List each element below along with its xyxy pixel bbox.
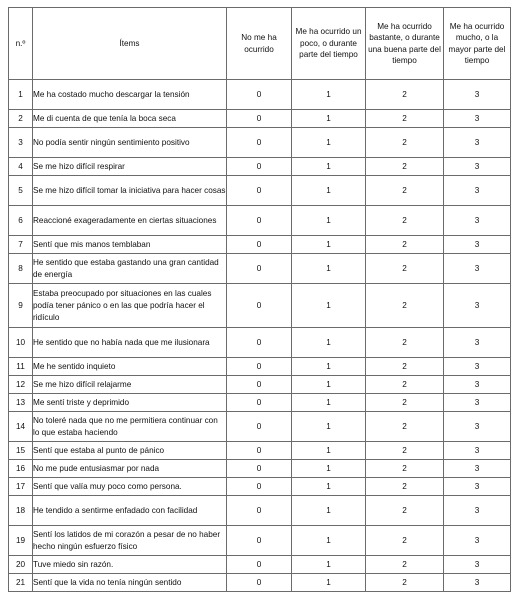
score-cell: 3 bbox=[444, 236, 511, 254]
score-cell: 0 bbox=[227, 574, 292, 592]
row-item-text: He sentido que no había nada que me ilusionara bbox=[33, 328, 227, 358]
row-number: 1 bbox=[9, 80, 33, 110]
score-cell: 0 bbox=[227, 254, 292, 284]
score-cell: 0 bbox=[227, 236, 292, 254]
score-cell: 1 bbox=[292, 358, 366, 376]
row-item-text: He sentido que estaba gastando una gran cantidad de energía bbox=[33, 254, 227, 284]
score-cell: 3 bbox=[444, 556, 511, 574]
score-cell: 1 bbox=[292, 128, 366, 158]
header-option-0: No me ha ocurrido bbox=[227, 8, 292, 80]
score-cell: 3 bbox=[444, 328, 511, 358]
score-cell: 2 bbox=[366, 328, 444, 358]
row-number: 9 bbox=[9, 284, 33, 328]
score-cell: 0 bbox=[227, 176, 292, 206]
row-number: 11 bbox=[9, 358, 33, 376]
score-cell: 1 bbox=[292, 236, 366, 254]
score-cell: 1 bbox=[292, 206, 366, 236]
table-row bbox=[9, 394, 511, 412]
table-row bbox=[9, 80, 511, 110]
table-row bbox=[9, 478, 511, 496]
score-cell: 1 bbox=[292, 254, 366, 284]
row-item-text: Sentí los latidos de mi corazón a pesar de no haber hecho ningún esfuerzo físico bbox=[33, 526, 227, 556]
score-cell: 3 bbox=[444, 478, 511, 496]
table-row bbox=[9, 376, 511, 394]
score-cell: 0 bbox=[227, 128, 292, 158]
score-cell: 0 bbox=[227, 412, 292, 442]
score-cell: 1 bbox=[292, 496, 366, 526]
table-row bbox=[9, 328, 511, 358]
score-cell: 2 bbox=[366, 376, 444, 394]
score-cell: 2 bbox=[366, 254, 444, 284]
score-cell: 1 bbox=[292, 80, 366, 110]
score-cell: 0 bbox=[227, 80, 292, 110]
table-body bbox=[9, 80, 511, 592]
table-row bbox=[9, 358, 511, 376]
score-cell: 0 bbox=[227, 376, 292, 394]
row-item-text: Sentí que valía muy poco como persona. bbox=[33, 478, 227, 496]
header-option-1: Me ha ocurrido un poco, o durante parte del tiempo bbox=[292, 8, 366, 80]
row-item-text: No me pude entusiasmar por nada bbox=[33, 460, 227, 478]
score-cell: 3 bbox=[444, 526, 511, 556]
table-row bbox=[9, 284, 511, 328]
row-number: 8 bbox=[9, 254, 33, 284]
score-cell: 2 bbox=[366, 110, 444, 128]
score-cell: 2 bbox=[366, 412, 444, 442]
table-row bbox=[9, 556, 511, 574]
row-item-text: Reaccioné exageradamente en ciertas situaciones bbox=[33, 206, 227, 236]
score-cell: 3 bbox=[444, 158, 511, 176]
score-cell: 0 bbox=[227, 206, 292, 236]
row-number: 17 bbox=[9, 478, 33, 496]
score-cell: 2 bbox=[366, 176, 444, 206]
score-cell: 3 bbox=[444, 442, 511, 460]
score-cell: 0 bbox=[227, 110, 292, 128]
score-cell: 3 bbox=[444, 128, 511, 158]
row-item-text: No podía sentir ningún sentimiento positivo bbox=[33, 128, 227, 158]
header-option-2: Me ha ocurrido bastante, o durante una buena parte del tiempo bbox=[366, 8, 444, 80]
score-cell: 1 bbox=[292, 376, 366, 394]
row-item-text: Me di cuenta de que tenía la boca seca bbox=[33, 110, 227, 128]
table-header bbox=[9, 8, 511, 80]
score-cell: 3 bbox=[444, 358, 511, 376]
score-cell: 0 bbox=[227, 442, 292, 460]
score-cell: 3 bbox=[444, 394, 511, 412]
score-cell: 1 bbox=[292, 412, 366, 442]
score-cell: 2 bbox=[366, 574, 444, 592]
score-cell: 2 bbox=[366, 284, 444, 328]
score-cell: 3 bbox=[444, 412, 511, 442]
row-item-text: Sentí que estaba al punto de pánico bbox=[33, 442, 227, 460]
row-item-text: Sentí que mis manos temblaban bbox=[33, 236, 227, 254]
questionnaire-table bbox=[8, 7, 511, 592]
table-row bbox=[9, 460, 511, 478]
header-row bbox=[9, 8, 511, 80]
score-cell: 2 bbox=[366, 526, 444, 556]
score-cell: 1 bbox=[292, 442, 366, 460]
row-item-text: Me he sentido inquieto bbox=[33, 358, 227, 376]
row-item-text: Estaba preocupado por situaciones en las cuales podía tener pánico o en las que podría hacer el ridículo bbox=[33, 284, 227, 328]
score-cell: 1 bbox=[292, 328, 366, 358]
score-cell: 0 bbox=[227, 556, 292, 574]
table-row bbox=[9, 158, 511, 176]
score-cell: 2 bbox=[366, 556, 444, 574]
score-cell: 2 bbox=[366, 496, 444, 526]
score-cell: 0 bbox=[227, 284, 292, 328]
score-cell: 2 bbox=[366, 128, 444, 158]
table-row bbox=[9, 526, 511, 556]
row-number: 15 bbox=[9, 442, 33, 460]
row-item-text: No toleré nada que no me permitiera continuar con lo que estaba haciendo bbox=[33, 412, 227, 442]
row-number: 20 bbox=[9, 556, 33, 574]
score-cell: 0 bbox=[227, 460, 292, 478]
score-cell: 3 bbox=[444, 376, 511, 394]
row-item-text: Se me hizo difícil tomar la iniciativa para hacer cosas bbox=[33, 176, 227, 206]
score-cell: 3 bbox=[444, 496, 511, 526]
score-cell: 1 bbox=[292, 526, 366, 556]
header-option-3: Me ha ocurrido mucho, o la mayor parte del tiempo bbox=[444, 8, 511, 80]
score-cell: 3 bbox=[444, 574, 511, 592]
table-row bbox=[9, 176, 511, 206]
row-number: 5 bbox=[9, 176, 33, 206]
row-number: 6 bbox=[9, 206, 33, 236]
row-item-text: Se me hizo difícil relajarme bbox=[33, 376, 227, 394]
row-number: 18 bbox=[9, 496, 33, 526]
table-row bbox=[9, 254, 511, 284]
score-cell: 2 bbox=[366, 80, 444, 110]
score-cell: 0 bbox=[227, 358, 292, 376]
score-cell: 2 bbox=[366, 358, 444, 376]
header-number: n.º bbox=[9, 8, 33, 80]
score-cell: 3 bbox=[444, 176, 511, 206]
score-cell: 1 bbox=[292, 556, 366, 574]
row-number: 7 bbox=[9, 236, 33, 254]
score-cell: 1 bbox=[292, 394, 366, 412]
row-number: 3 bbox=[9, 128, 33, 158]
row-number: 21 bbox=[9, 574, 33, 592]
score-cell: 2 bbox=[366, 442, 444, 460]
table-row bbox=[9, 496, 511, 526]
row-item-text: Se me hizo difícil respirar bbox=[33, 158, 227, 176]
score-cell: 1 bbox=[292, 176, 366, 206]
score-cell: 1 bbox=[292, 110, 366, 128]
row-number: 10 bbox=[9, 328, 33, 358]
score-cell: 3 bbox=[444, 460, 511, 478]
score-cell: 0 bbox=[227, 526, 292, 556]
table-row bbox=[9, 206, 511, 236]
score-cell: 2 bbox=[366, 460, 444, 478]
score-cell: 2 bbox=[366, 206, 444, 236]
table-row bbox=[9, 442, 511, 460]
score-cell: 0 bbox=[227, 158, 292, 176]
row-item-text: Tuve miedo sin razón. bbox=[33, 556, 227, 574]
score-cell: 1 bbox=[292, 460, 366, 478]
row-item-text: Me sentí triste y deprimido bbox=[33, 394, 227, 412]
table-row bbox=[9, 236, 511, 254]
row-number: 14 bbox=[9, 412, 33, 442]
score-cell: 0 bbox=[227, 394, 292, 412]
score-cell: 1 bbox=[292, 574, 366, 592]
score-cell: 3 bbox=[444, 80, 511, 110]
row-item-text: Sentí que la vida no tenía ningún sentido bbox=[33, 574, 227, 592]
header-items: Ítems bbox=[33, 8, 227, 80]
row-number: 12 bbox=[9, 376, 33, 394]
score-cell: 3 bbox=[444, 284, 511, 328]
row-number: 2 bbox=[9, 110, 33, 128]
table-row bbox=[9, 110, 511, 128]
table-row bbox=[9, 412, 511, 442]
row-number: 4 bbox=[9, 158, 33, 176]
score-cell: 0 bbox=[227, 328, 292, 358]
score-cell: 3 bbox=[444, 110, 511, 128]
score-cell: 1 bbox=[292, 158, 366, 176]
row-number: 13 bbox=[9, 394, 33, 412]
score-cell: 1 bbox=[292, 478, 366, 496]
score-cell: 2 bbox=[366, 236, 444, 254]
score-cell: 1 bbox=[292, 284, 366, 328]
score-cell: 2 bbox=[366, 394, 444, 412]
score-cell: 2 bbox=[366, 158, 444, 176]
score-cell: 3 bbox=[444, 206, 511, 236]
row-number: 19 bbox=[9, 526, 33, 556]
score-cell: 2 bbox=[366, 478, 444, 496]
table-row bbox=[9, 128, 511, 158]
score-cell: 0 bbox=[227, 496, 292, 526]
score-cell: 0 bbox=[227, 478, 292, 496]
row-item-text: He tendido a sentirme enfadado con facilidad bbox=[33, 496, 227, 526]
row-item-text: Me ha costado mucho descargar la tensión bbox=[33, 80, 227, 110]
score-cell: 3 bbox=[444, 254, 511, 284]
row-number: 16 bbox=[9, 460, 33, 478]
